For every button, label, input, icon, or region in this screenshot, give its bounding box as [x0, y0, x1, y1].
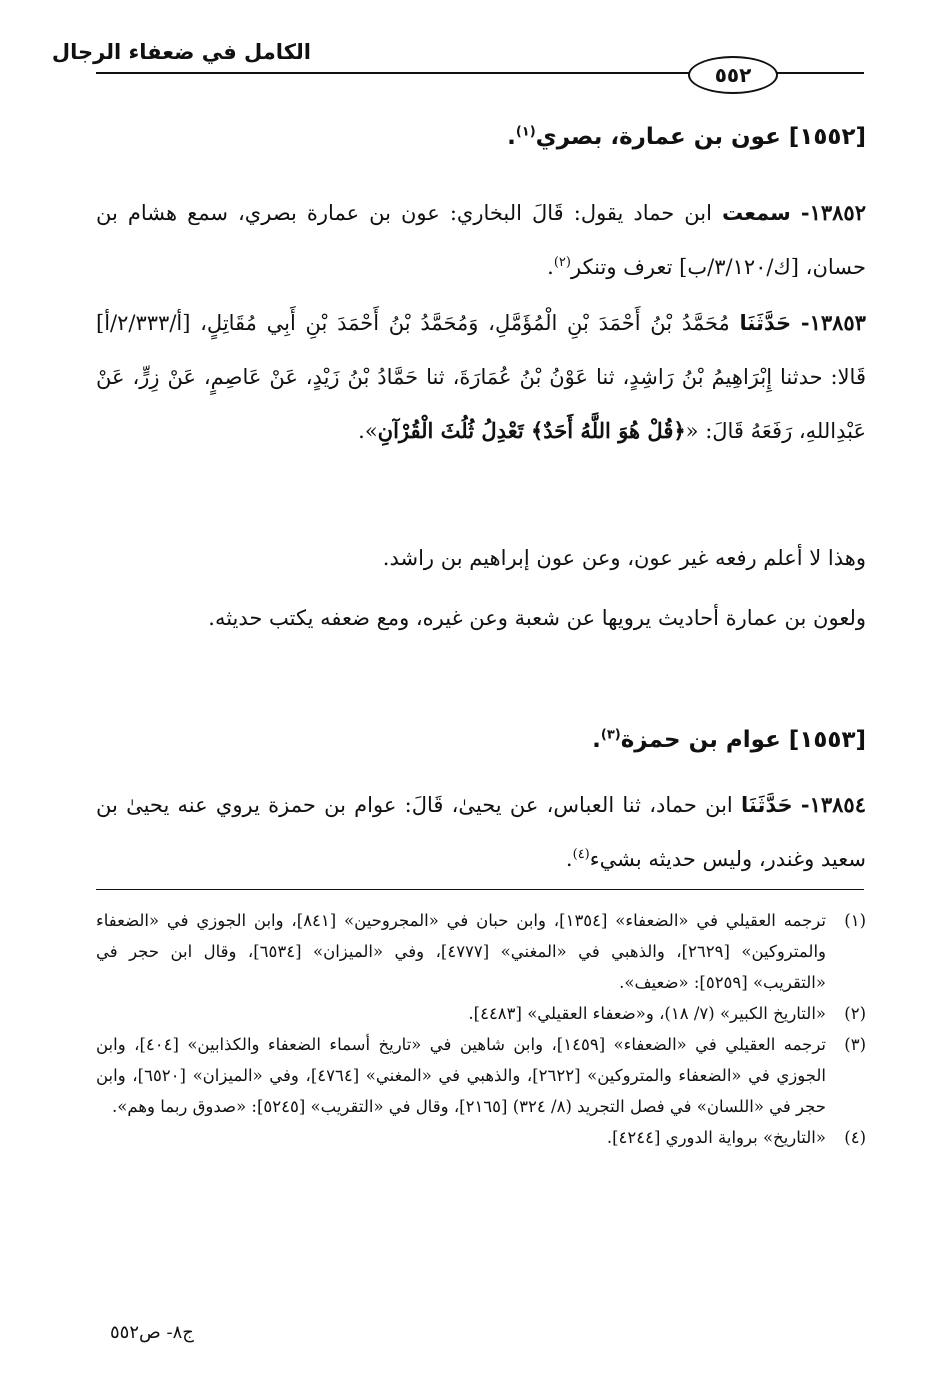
page-number-badge — [688, 56, 778, 94]
paragraph-end: ». — [358, 419, 378, 443]
narration-keyword: سمعت — [722, 201, 791, 225]
hadith-paragraph-13854 — [96, 778, 866, 886]
footnote — [96, 998, 866, 1029]
quran-quote: ﴿قُلْ هُوَ اللَّهُ أَحَدٌ﴾ تَعْدِلُ ثُلُثَ الْقُرْآنِ — [377, 418, 686, 443]
hadith-paragraph-13852 — [96, 186, 866, 294]
footnote — [96, 1122, 866, 1153]
heading-end: . — [592, 727, 601, 753]
footnote-text: «التاريخ الكبير» (٧/ ١٨)، و«ضعفاء العقيلي» [٤٤٨٣]. — [468, 1004, 826, 1023]
footnote-text: ترجمه العقيلي في «الضعفاء» [١٣٥٤]، وابن حبان في «المجروحين» [٨٤١]، وابن الجوزي في «الضعفاء والمتروكين» [٢٦٢٩]، والذهبي في «المغني» [٤٧٧٧]، وفي «الميزان» [٦٥٣٤]، وقال ابن حجر في «التقريب» [٥٢٥٩]: «ضعيف». — [96, 911, 827, 992]
narration-keyword: حَدَّثَنَا — [741, 793, 793, 817]
footnotes — [96, 905, 866, 1153]
narration-keyword: حَدَّثَنَا — [739, 311, 792, 335]
book-title: الكامل في ضعفاء الرجال — [51, 40, 311, 64]
footnote-separator — [96, 889, 864, 890]
footnote-ref: (١) — [515, 124, 536, 140]
footnote-number: (١) — [844, 911, 866, 930]
entry-heading-text: [١٥٥٣] عوام بن حمزة — [620, 727, 866, 753]
footnote-text: ترجمه العقيلي في «الضعفاء» [١٤٥٩]، وابن شاهين في «تاريخ أسماء الضعفاء والكذابين» [٤٠٤]، وابن الجوزي في «الضعفاء والمتروكين» [٢٦٢٢]، والذهبي في «المغني» [٤٧٦٤]، وفي «الميزان» [٦٥٢٠]، وابن حجر في «اللسان» في فصل التجريد (٨/ ٣٢٤) [٢١٦٥]، وقال في «التقريب» [٥٢٤٥]: «صدوق ربما وهم». — [96, 1035, 827, 1116]
entry-heading-text: [١٥٥٢] عون بن عمارة، بصري — [535, 124, 866, 150]
paragraph-text: ابن حماد، ثنا العباس، عن يحيىٰ، قَالَ: عوام بن حمزة يروي عنه يحيىٰ بن سعيد وغندر، وليس حديثه بشيء — [96, 793, 866, 871]
hadith-number: ١٣٨٥٣- — [800, 310, 866, 335]
footnote — [96, 1029, 866, 1122]
footnote-ref: (٢) — [553, 255, 571, 270]
paragraph-end: . — [565, 847, 573, 871]
hadith-paragraph-13853 — [96, 296, 866, 458]
footnote-ref: (٣) — [600, 727, 621, 743]
page-number: ٥٥٢ — [714, 63, 752, 87]
hadith-number: ١٣٨٥٢- — [800, 200, 866, 225]
footnote-text: «التاريخ» برواية الدوري [٤٢٤٤]. — [606, 1128, 826, 1147]
footnote-number: (٣) — [844, 1035, 866, 1054]
entry-heading-1553 — [96, 727, 866, 753]
heading-end: . — [507, 124, 516, 150]
remark-paragraph: وهذا لا أعلم رفعه غير عون، وعن عون إبراهيم بن راشد. — [382, 546, 866, 570]
paragraph-end: . — [547, 255, 554, 279]
remark-paragraph: ولعون بن عمارة أحاديث يرويها عن شعبة وعن غيره، ومع ضعفه يكتب حديثه. — [208, 606, 866, 630]
footnote-ref: (٤) — [572, 847, 590, 862]
footnote-number: (٤) — [844, 1128, 866, 1147]
entry-heading-1552 — [96, 124, 866, 150]
paragraph-text: ابن حماد يقول: قَالَ البخاري: عون بن عمارة بصري، سمع هشام بن حسان، [ك/٣/١٢٠/ب] تعرف وتنكر — [96, 201, 866, 279]
footnote — [96, 905, 866, 998]
paragraph-text: مُحَمَّدُ بْنُ أَحْمَدَ بْنِ الْمُؤَمَّلِ، وَمُحَمَّدُ بْنُ أَحْمَدَ بْنِ أَبِي مُقَاتِلٍ، [أ/٢/٣٣٣/أ] قَالا: حدثنا إِبْرَاهِيمُ بْنُ رَاشِدٍ، ثنا عَوْنُ بْنُ عُمَارَةَ، ثنا حَمَّادُ بْنُ زَيْدٍ، عَنْ عَاصِمٍ، عَنْ زِرٍّ، عَنْ عَبْدِاللهِ، رَفَعَهُ قَالَ: « — [96, 311, 866, 443]
volume-page-reference: ج٨- ص٥٥٢ — [110, 1322, 194, 1343]
hadith-number: ١٣٨٥٤- — [800, 792, 866, 817]
footnote-number: (٢) — [844, 1004, 866, 1023]
